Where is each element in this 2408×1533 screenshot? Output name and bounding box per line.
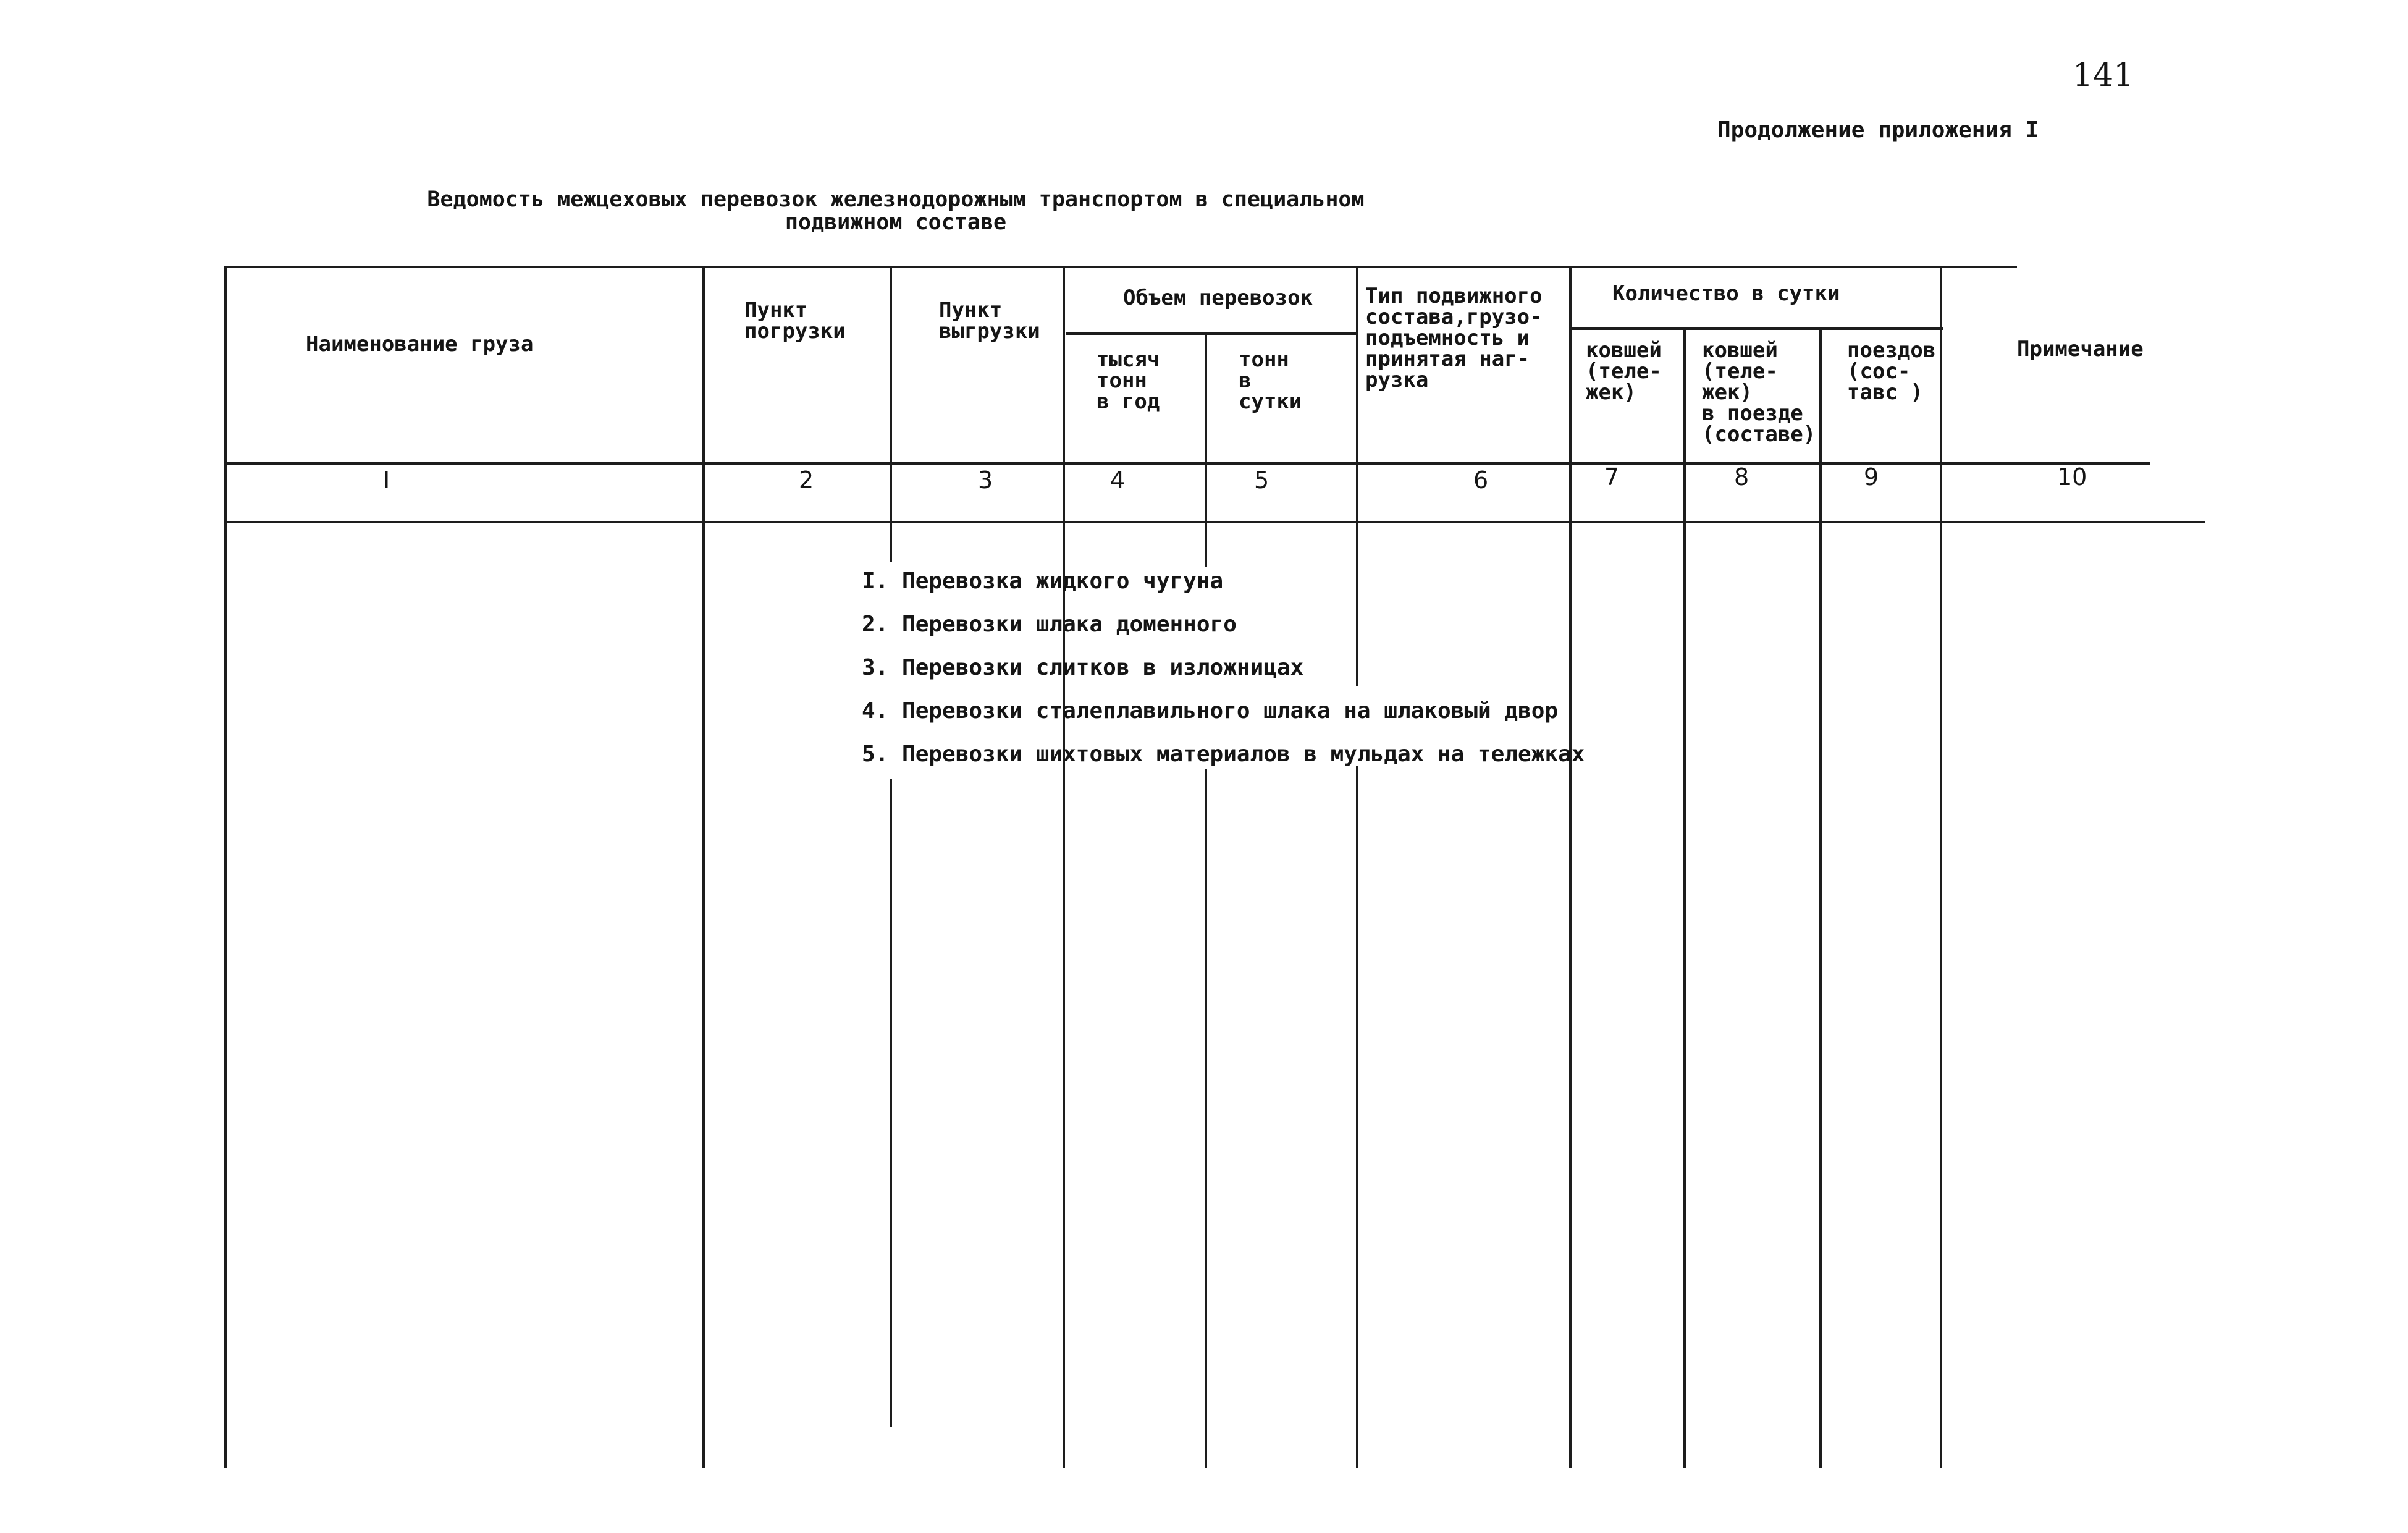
col-divider-2	[890, 266, 892, 562]
header-rolling-stock: Тип подвижного состава,грузо- подъемность и принятая наг- рузка	[1365, 284, 1543, 392]
list-item: 5. Перевозки шихтовых материалов в мульдах на тележках	[862, 741, 1585, 767]
header-divider	[225, 462, 2150, 465]
header-trains: поездов (сос- тавс )	[1847, 338, 1936, 405]
page-number: 141	[2073, 57, 2134, 94]
document-title-line-1: Ведомость межцеховых перевозок железнодорожным транспортом в специальном	[427, 187, 1365, 212]
col-divider-4	[1205, 332, 1207, 567]
list-item: 3. Перевозки слитков в изложницах	[862, 655, 1304, 680]
table-left-border	[224, 266, 227, 1468]
col-divider-8	[1819, 327, 1822, 1468]
column-number-8: 8	[1734, 463, 1749, 491]
col-divider-6	[1569, 266, 1572, 1468]
document-title-line-2: подвижном составе	[785, 210, 1007, 235]
list-item: I. Перевозка жидкого чугуна	[862, 568, 1224, 594]
column-number-4: 4	[1110, 467, 1126, 494]
col-divider-5b	[1356, 766, 1358, 1468]
column-number-divider	[225, 521, 2205, 523]
header-loading-point: Пункт погрузки	[744, 298, 846, 344]
header-ladles: ковшей (теле- жек)	[1586, 338, 1662, 405]
table-top-border	[225, 266, 2017, 268]
appendix-label: Продолжение приложения I	[1717, 117, 2039, 143]
header-ladles-in-train: ковшей (теле- жек) в поезде (составе)	[1702, 338, 1816, 447]
column-number-6: 6	[1473, 467, 1489, 494]
column-number-7: 7	[1604, 463, 1620, 491]
header-per-day-group: Количество в сутки	[1612, 281, 1840, 306]
col-divider-5	[1356, 266, 1358, 686]
column-number-2: 2	[799, 467, 814, 494]
column-number-10: 10	[2057, 463, 2087, 491]
column-number-1: I	[383, 467, 390, 494]
col-divider-3	[1063, 266, 1065, 1468]
header-notes: Примечание	[2017, 337, 2144, 361]
col-divider-9	[1940, 266, 1942, 1468]
header-cargo-name: Наименование груза	[306, 332, 534, 357]
count-subheader-line	[1572, 327, 1943, 330]
column-number-3: 3	[978, 467, 993, 494]
column-number-9: 9	[1864, 463, 1879, 491]
header-volume-year: тысяч тонн в год	[1097, 347, 1160, 414]
list-item: 4. Перевозки сталеплавильного шлака на шлаковый двор	[862, 698, 1559, 724]
col-divider-1	[702, 266, 705, 1468]
list-item: 2. Перевозки шлака доменного	[862, 612, 1237, 637]
col-divider-2b	[890, 779, 892, 1427]
header-volume-day: тонн в сутки	[1239, 347, 1302, 414]
column-number-5: 5	[1254, 467, 1269, 494]
header-volume-group: Объем перевозок	[1123, 285, 1313, 310]
col-divider-4b	[1205, 769, 1207, 1468]
header-unloading-point: Пункт выгрузки	[939, 298, 1040, 344]
volume-subheader-line	[1066, 332, 1356, 335]
col-divider-7	[1683, 327, 1686, 1468]
